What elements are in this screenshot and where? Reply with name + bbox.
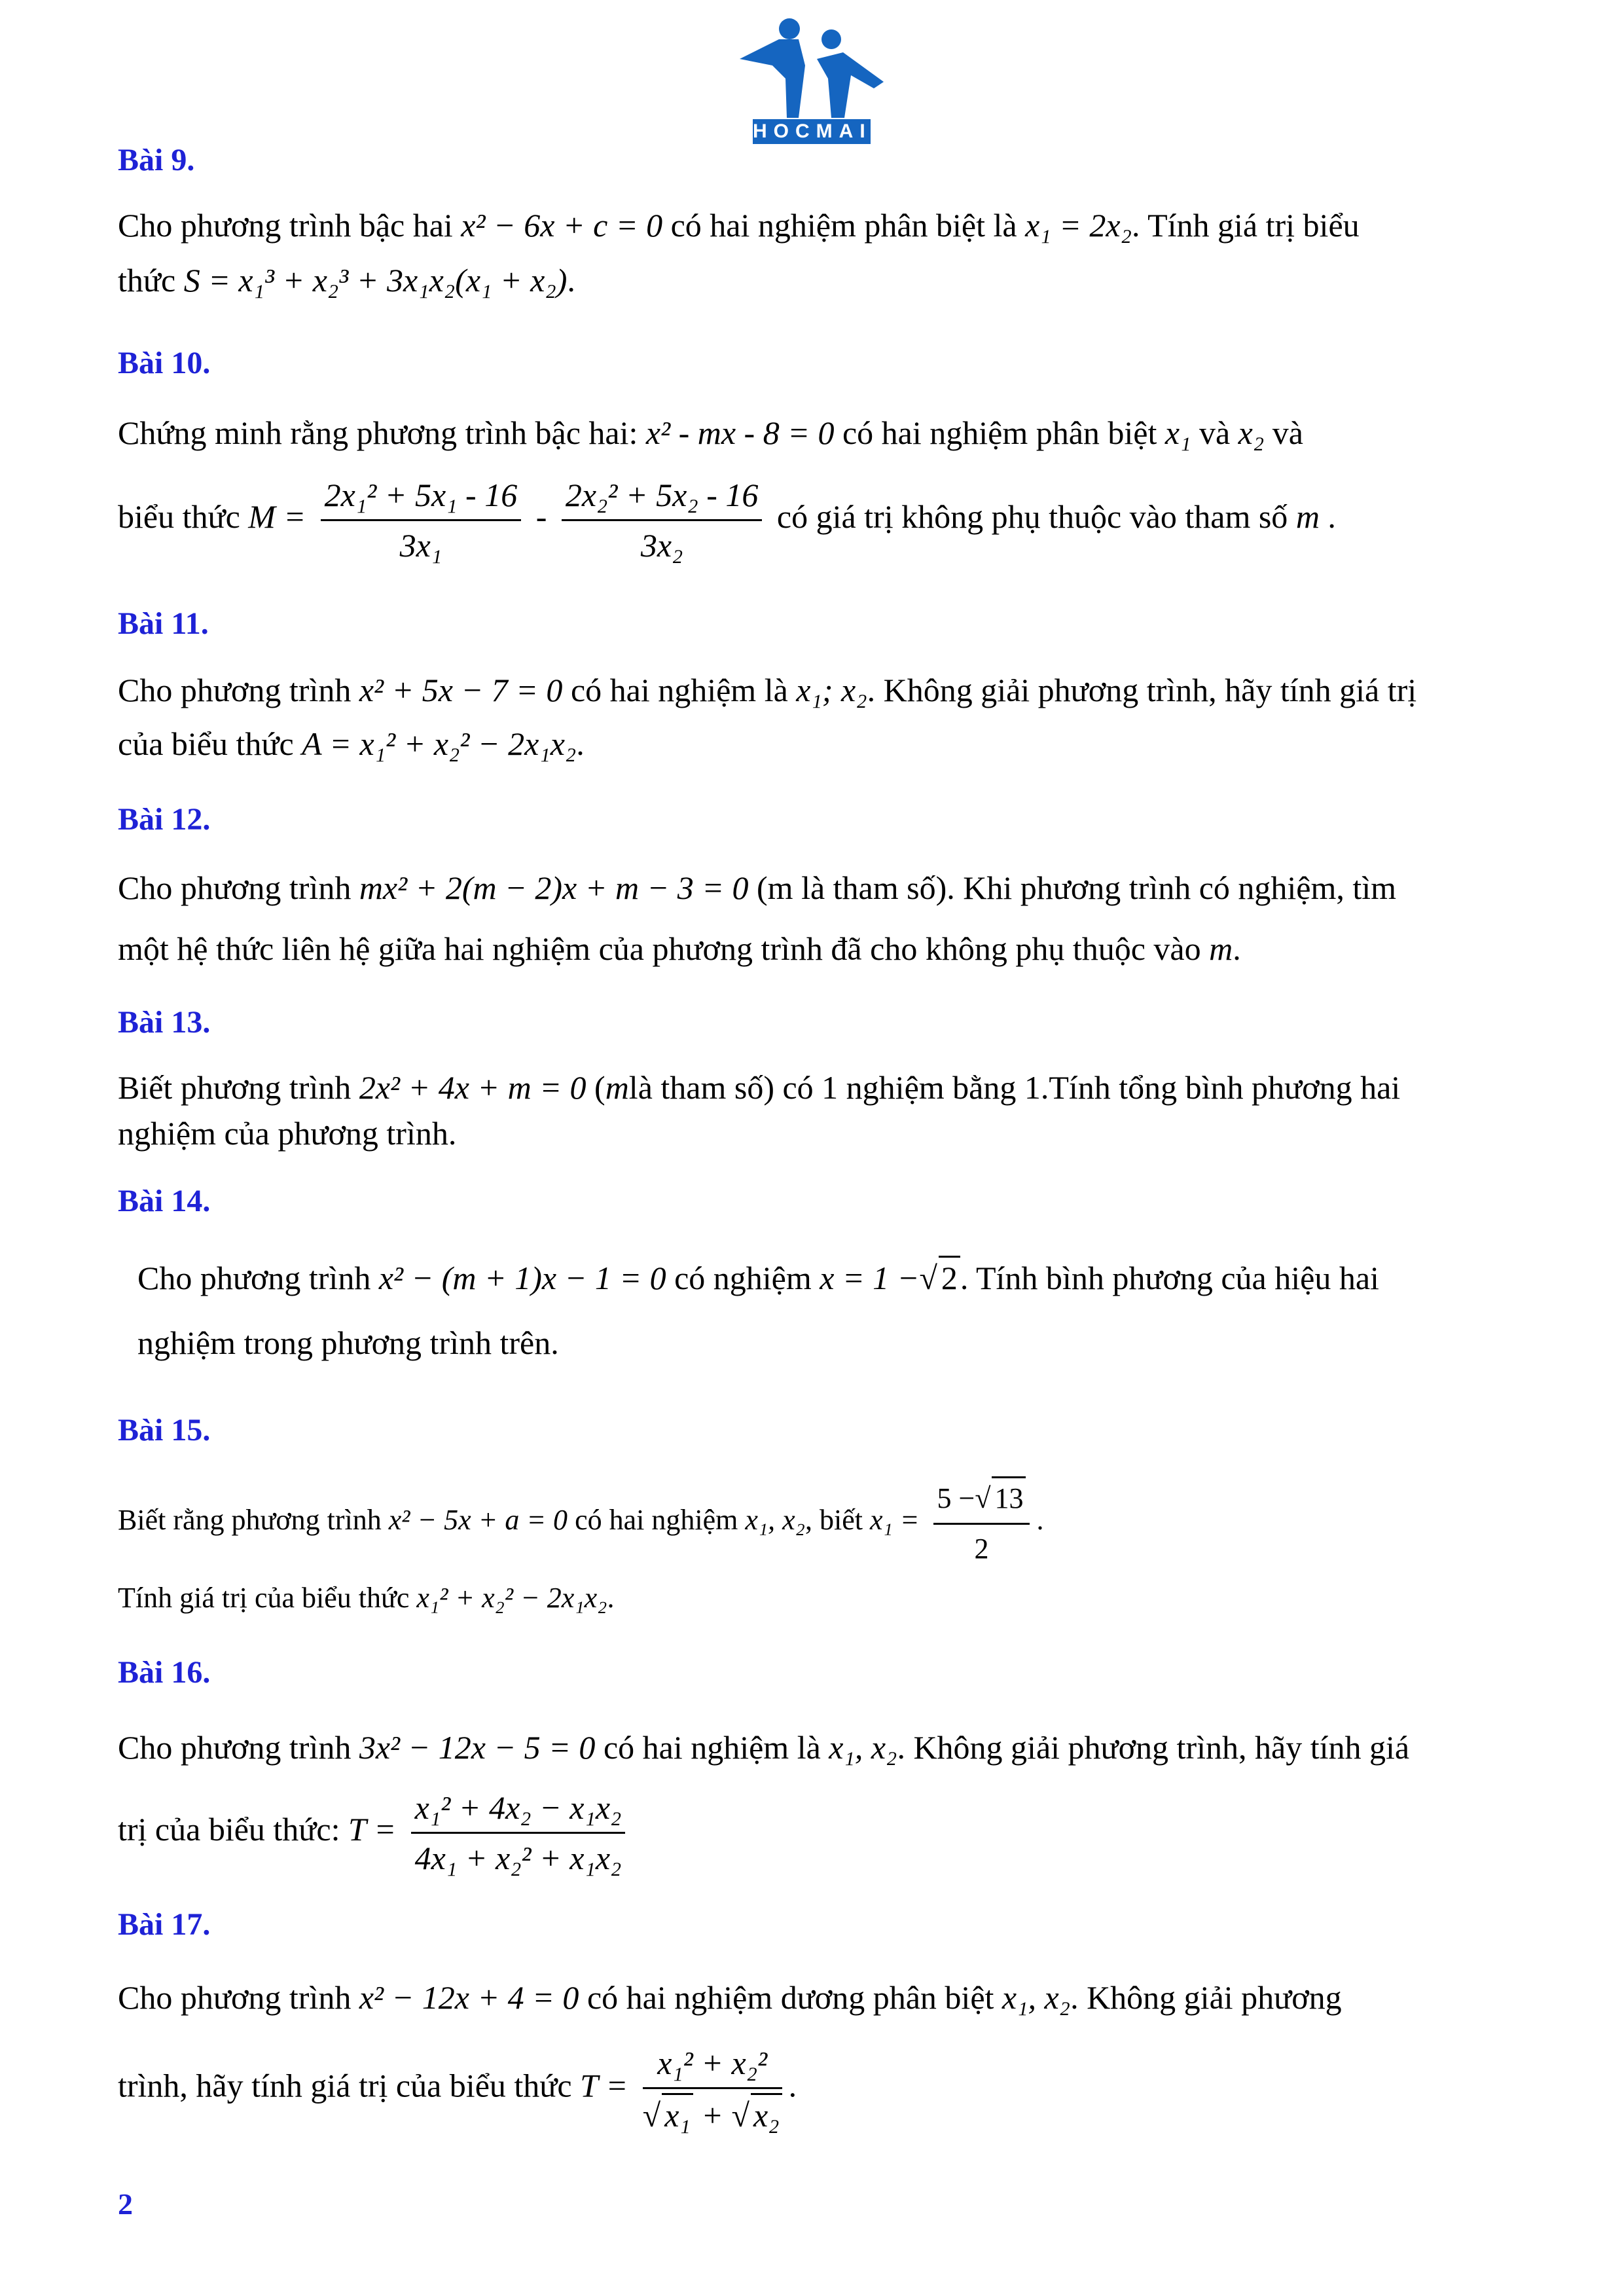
problem-17-line-1: Cho phương trình x² − 12x + 4 = 0 có hai nghiệm dương phân biệt x₁, x₂. Không giải phương <box>118 1979 1342 2016</box>
problem-9-line-1: Cho phương trình bậc hai x² − 6x + c = 0 có hai nghiệm phân biệt là x₁ = 2x₂. Tính giá trị biểu <box>118 207 1360 244</box>
problem-14-title: Bài 14. <box>118 1184 211 1218</box>
problem-16-title: Bài 16. <box>118 1655 211 1690</box>
problem-10-line-1: Chứng minh rằng phương trình bậc hai: x² - mx - 8 = 0 có hai nghiệm phân biệt x₁ và x₂ và <box>118 414 1303 451</box>
problem-17-title: Bài 17. <box>118 1907 211 1942</box>
problem-16-line-2: trị của biểu thức: T = $\frac{\text{x₁² + 4x₂ − x₁x₂}}{\text{4x₁ + x₂² + x₁x₂}}$ <box>118 1787 632 1878</box>
problem-16-line-1: Cho phương trình 3x² − 12x − 5 = 0 có hai nghiệm là x₁, x₂. Không giải phương trình, hãy tính giá <box>118 1729 1410 1766</box>
problem-11-line-2: của biểu thức A = x₁² + x₂² − 2x₁x₂. <box>118 725 585 762</box>
problem-15-line-1: Biết rằng phương trình x² − 5x + a = 0 có hai nghiệm x₁, x₂, biết x₁ = $\frac{5 -√ 13}{2}$ . <box>118 1476 1043 1569</box>
page-number: 2 <box>118 2187 133 2221</box>
problem-14-line-1: Cho phương trình x² − (m + 1)x − 1 = 0 có nghiệm x = 1 −√ 2. Tính bình phương của hiệu hai <box>137 1256 1379 1298</box>
problem-17-line-2: trình, hãy tính giá trị của biểu thức T = $\frac{\text{x₁² + x₂²}}{\text{√ x₁ + √ x₂}}$ . <box>118 2043 797 2136</box>
fraction-T2: $\frac{\text{x₁² + x₂²}}{\text{√ x₁ + √ x₂}}$ <box>643 2043 782 2136</box>
hocmai-logo <box>733 13 890 144</box>
fraction-x1: $\frac{5 -√ 13}{2}$ <box>933 1476 1030 1569</box>
problem-12-line-1: Cho phương trình mx² + 2(m − 2)x + m − 3 = 0 (m là tham số). Khi phương trình có nghiệm, tìm <box>118 869 1397 906</box>
problem-13-line-2: nghiệm của phương trình. <box>118 1115 457 1152</box>
fraction-T: $\frac{\text{x₁² + 4x₂ − x₁x₂}}{\text{4x₁ + x₂² + x₁x₂}}$ <box>411 1787 626 1878</box>
problem-14-line-2: nghiệm trong phương trình trên. <box>137 1324 559 1361</box>
problem-15-line-2: Tính giá trị của biểu thức x₁² + x₂² − 2x₁x₂. <box>118 1582 615 1614</box>
problem-9-line-2: thức S = x₁³ + x₂³ + 3x₁x₂(x₁ + x₂). <box>118 262 575 299</box>
problem-9-title: Bài 9. <box>118 143 195 177</box>
problem-11-line-1: Cho phương trình x² + 5x − 7 = 0 có hai nghiệm là x₁; x₂. Không giải phương trình, hãy tính giá trị <box>118 672 1417 708</box>
fraction-2: $\frac{\text{2x₂² + 5x₂ - 16}}{\text{3x₂}}$ <box>562 475 763 566</box>
problem-10-title: Bài 10. <box>118 346 211 380</box>
problem-11-title: Bài 11. <box>118 606 209 641</box>
problem-10-line-2: biểu thức M = $\frac{\text{2x₁² + 5x₁ - 16}}{\text{3x₁}}$ - $\frac{\text{2x₂² + 5x₂ - 16}}{\text{3x₂}}$ có giá trị không phụ thuộc vào tham số m . <box>118 475 1336 566</box>
problem-13-title: Bài 13. <box>118 1005 211 1040</box>
problem-12-line-2: một hệ thức liên hệ giữa hai nghiệm của phương trình đã cho không phụ thuộc vào m. <box>118 930 1241 967</box>
problem-13-line-1: Biết phương trình 2x² + 4x + m = 0 (mlà tham số) có 1 nghiệm bằng 1.Tính tổng bình phương hai <box>118 1069 1401 1106</box>
hocmai-figures-icon <box>733 13 890 121</box>
fraction-1: $\frac{\text{2x₁² + 5x₁ - 16}}{\text{3x₁}}$ <box>321 475 522 566</box>
problem-15-title: Bài 15. <box>118 1413 211 1448</box>
logo-text: HOCMAI <box>753 119 871 144</box>
problem-12-title: Bài 12. <box>118 802 211 837</box>
